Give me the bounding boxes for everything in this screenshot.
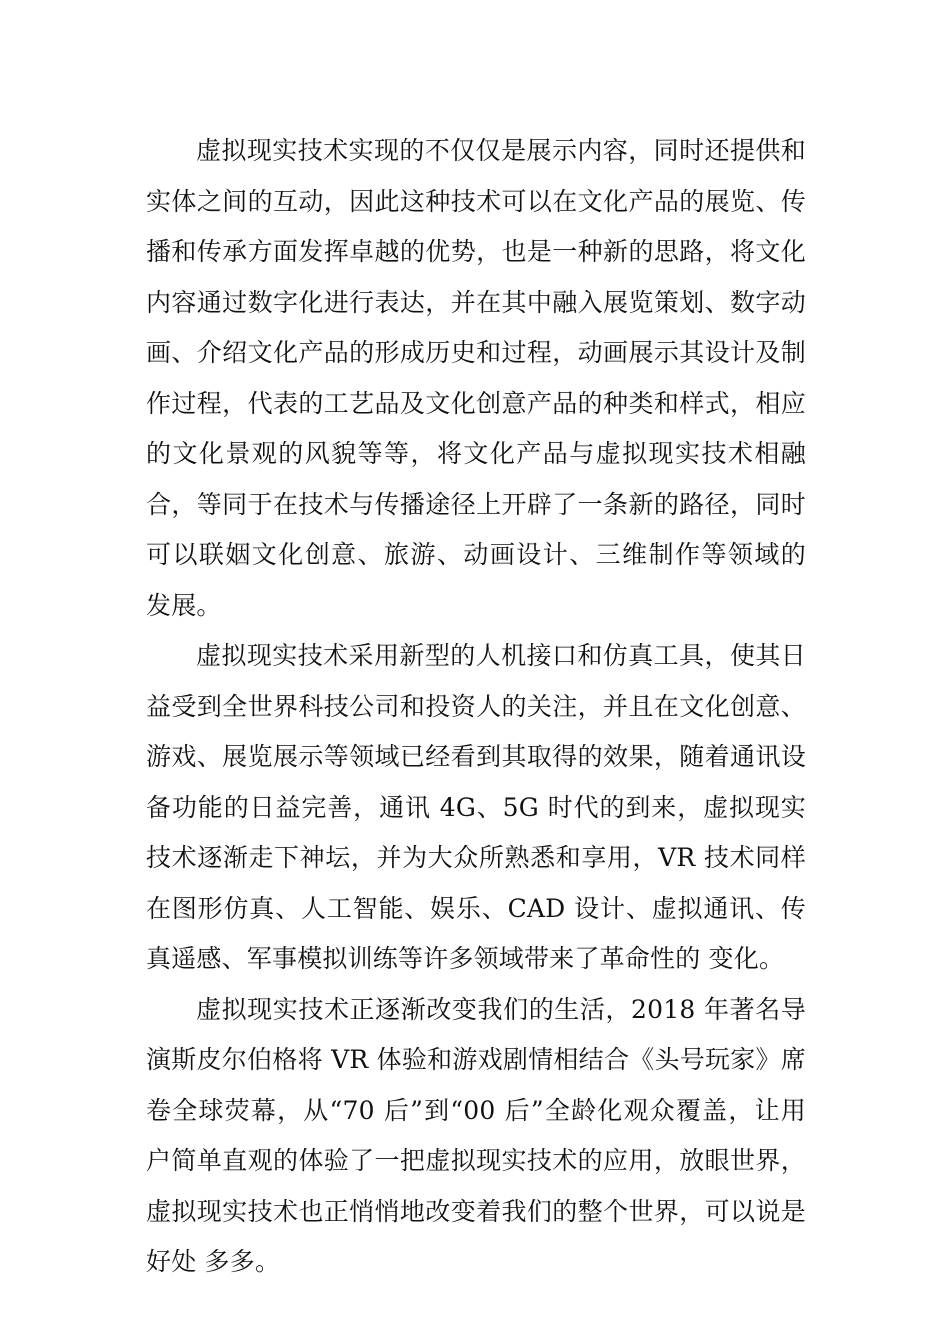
paragraph-1: 虚拟现实技术实现的不仅仅是展示内容，同时还提供和实体之间的互动，因此这种技术可以在文化产品的展览、传播和传承方面发挥卓越的优势，也是一种新的思路，将文化内容通过数字化进行表达，并在其中融入展览策划、数字动画、介绍文化产品的形成历史和过程，动画展示其设计及制作过程，代表的工艺品及文化创意产品的种类和样式，相应的文化景观的风貌等等，将文化产品与虚拟现实技术相融合，等同于在技术与传播途径上开辟了一条新的路径，同时可以联姻文化创意、旅游、动画设计、三维制作等领域的 发展。	[146, 136, 806, 620]
paragraph-2: 虚拟现实技术采用新型的人机接口和仿真工具，使其日益受到全世界科技公司和投资人的关注，并且在文化创意、游戏、展览展示等领域已经看到其取得的效果，随着通讯设备功能的日益完善，通讯 4G、5G 时代的到来，虚拟现实技术逐渐走下神坛，并为大众所熟悉和享用，VR 技术同样在图形仿真、人工智能、娱乐、CAD 设计、虚拟通讯、传真遥感、军事模拟训练等许多领域带来了革命性的 变化。	[146, 641, 806, 973]
document-body	[146, 126, 806, 1288]
paragraph-3: 虚拟现实技术正逐渐改变我们的生活，2018 年著名导演斯皮尔伯格将 VR 体验和游戏剧情相结合《头号玩家》席卷全球荧幕，从“70 后”到“00 后”全龄化观众覆盖，让用户简单直观的体验了一把虚拟现实技术的应用，放眼世界，虚拟现实技术也正悄悄地改变着我们的整个世界，可以说是好处 多多。	[146, 994, 806, 1276]
